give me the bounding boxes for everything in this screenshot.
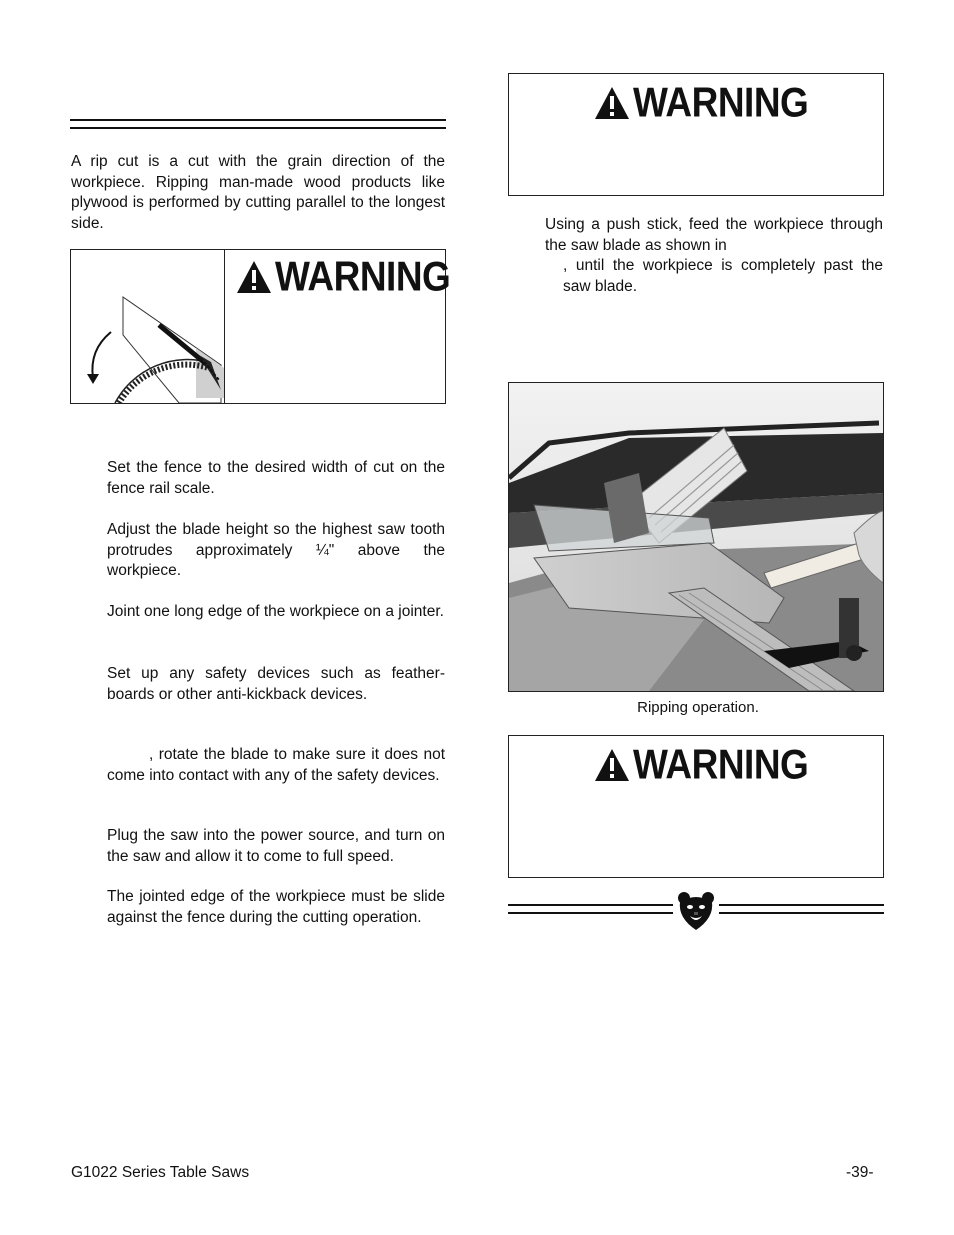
warning-triangle-icon [235, 259, 273, 295]
bear-logo-icon [676, 890, 716, 932]
warning-label: WARNING [633, 741, 809, 788]
step-5 [107, 745, 445, 786]
push-stick-step-line2: , until the workpiece is completely past the saw blade. [563, 257, 883, 295]
step-1: Set the fence to the desired width of cut on the fence rail scale. [107, 459, 445, 497]
warning-label: WARNING [633, 79, 809, 126]
ripping-photo [508, 382, 884, 692]
top-warning-box [508, 73, 884, 196]
warning-triangle-icon [593, 85, 631, 121]
warning-badge [593, 741, 809, 788]
bear-divider [508, 890, 884, 932]
step-6: Plug the saw into the power source, and turn on the saw and allow it to come to full speed. [107, 827, 445, 865]
intro-paragraph: A rip cut is a cut with the grain direction of the workpiece. Ripping man-made wood products like plywood is performed by cutting parallel to the longest side. [71, 153, 445, 232]
figure-caption: Ripping operation. [637, 699, 759, 716]
step-5-text: , rotate the blade to make sure it does not come into contact with any of the safety devices. [107, 746, 445, 784]
warning-label: WARNING [275, 253, 451, 300]
step-3: Joint one long edge of the workpiece on a jointer. [107, 603, 444, 620]
step-7: The jointed edge of the workpiece must be slide against the fence during the cutting operation. [107, 888, 445, 926]
kickback-illustration [71, 250, 225, 403]
warning-badge [235, 253, 451, 300]
footer-title: G1022 Series Table Saws [71, 1164, 250, 1181]
push-stick-step [545, 215, 883, 297]
step-2: Adjust the blade height so the highest saw tooth protrudes approximately ¼" above the workpiece. [107, 521, 445, 579]
kickback-warning-box [70, 249, 451, 404]
step-4: Set up any safety devices such as feather-boards or other anti-kickback devices. [107, 665, 445, 703]
push-stick-step-line1: Using a push stick, feed the workpiece through the saw blade as shown in [545, 216, 883, 254]
section-rule [70, 119, 446, 131]
page-number: -39- [846, 1164, 874, 1181]
bottom-warning-box [508, 735, 884, 878]
warning-triangle-icon [593, 747, 631, 783]
warning-badge [593, 79, 809, 126]
